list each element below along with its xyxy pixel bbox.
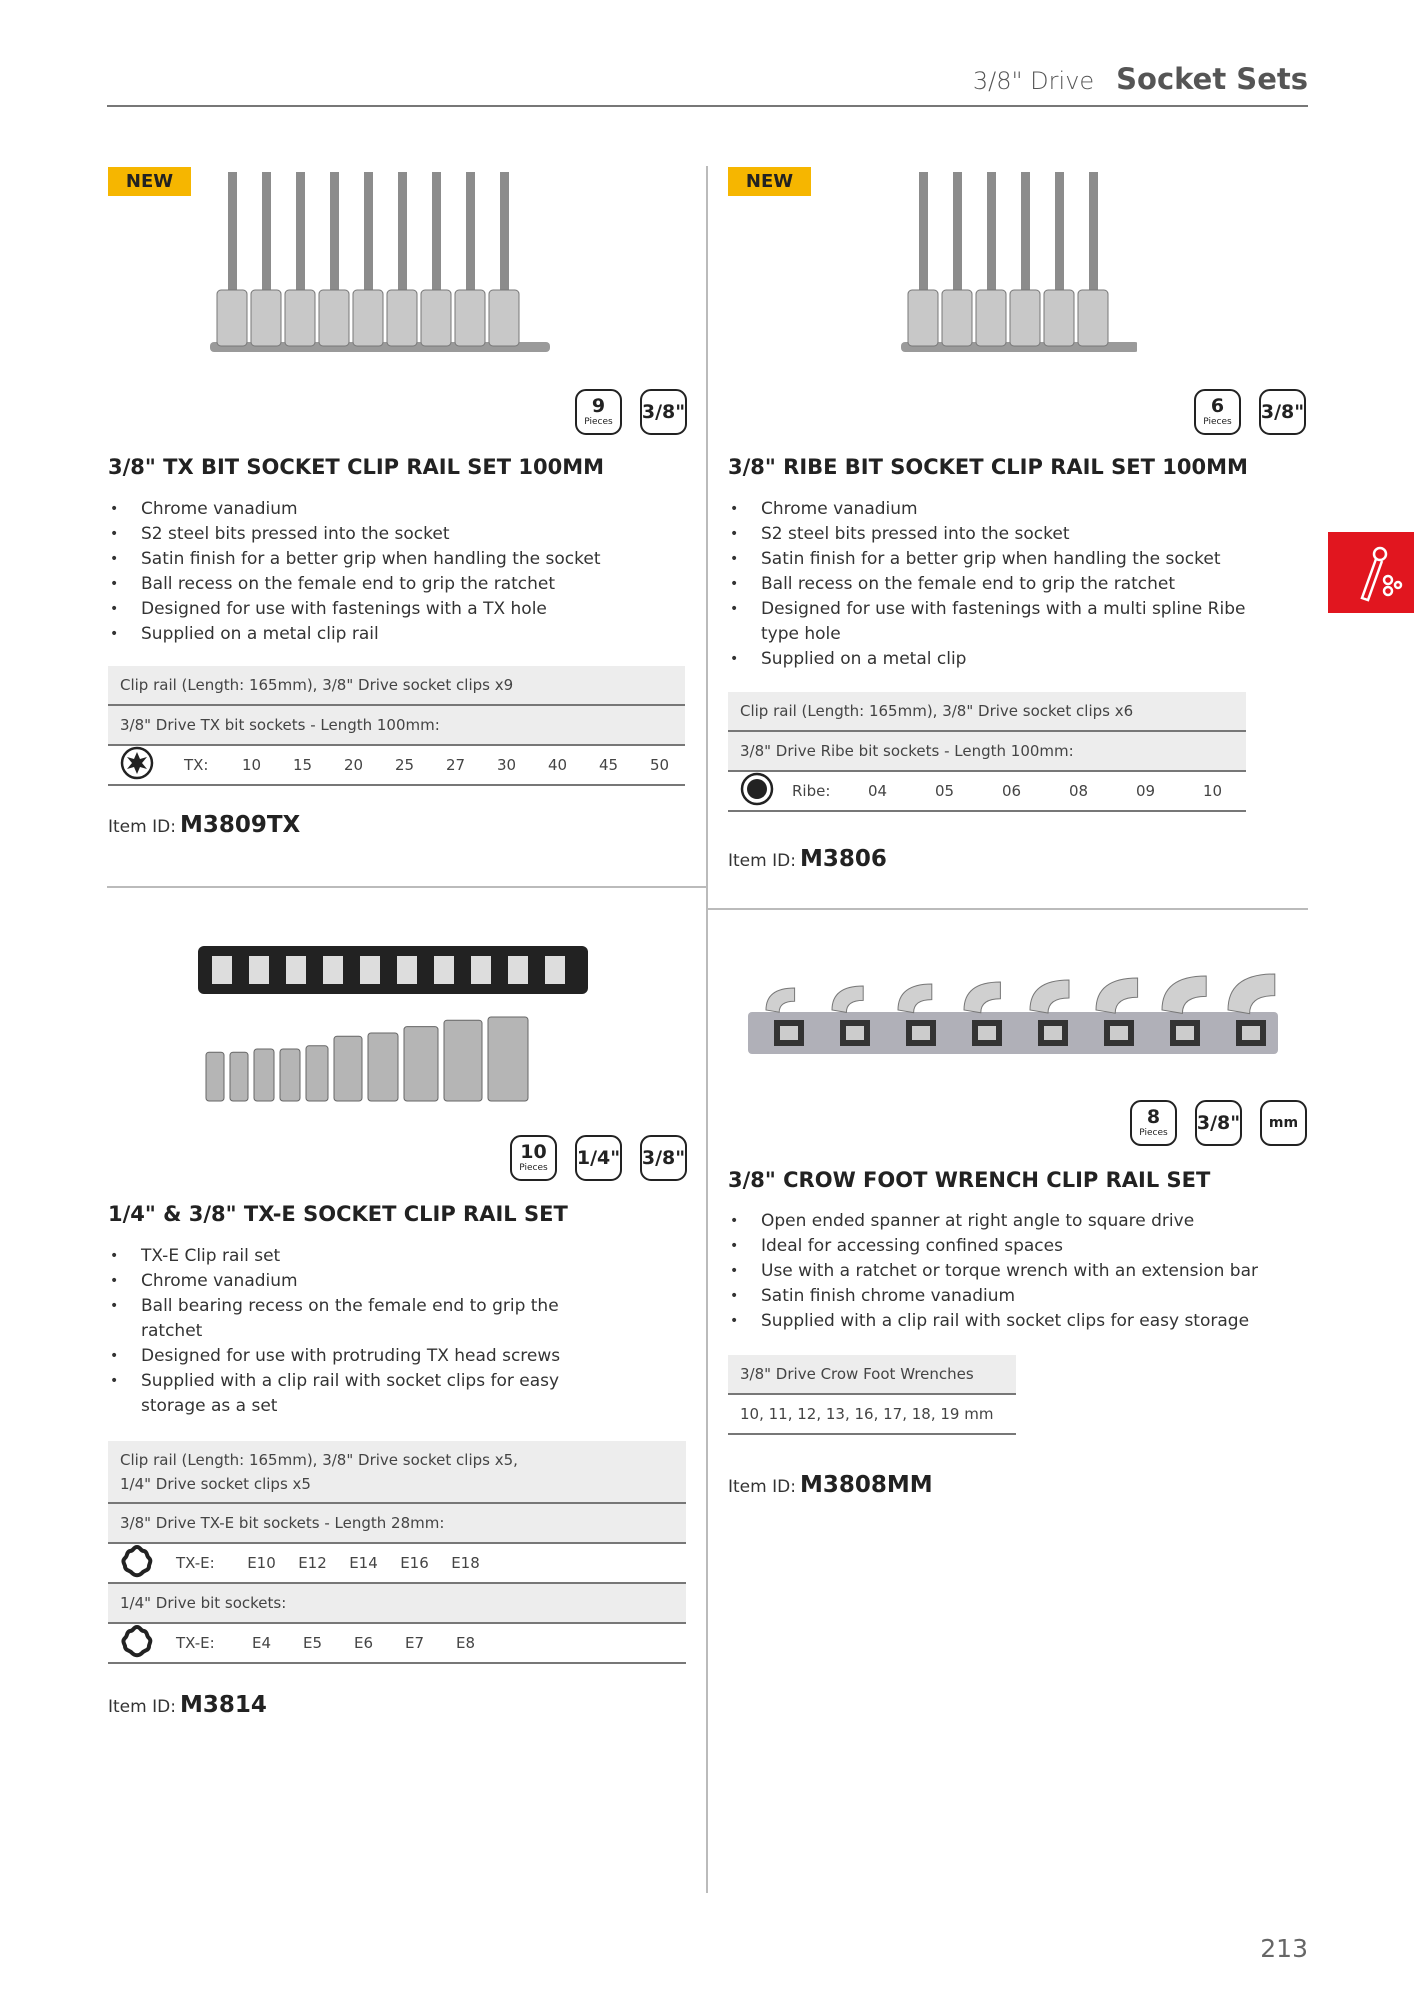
spec-row: 3/8" Drive TX bit sockets - Length 100mm: bbox=[108, 706, 685, 746]
size-value: E14 bbox=[349, 1554, 378, 1572]
size-row bbox=[108, 1544, 686, 1584]
socket-clip bbox=[286, 956, 306, 984]
socket-clip bbox=[323, 956, 343, 984]
size-values bbox=[236, 1634, 491, 1652]
item-id bbox=[108, 1692, 267, 1718]
socket bbox=[444, 1020, 482, 1101]
size-value: 09 bbox=[1135, 782, 1156, 800]
pieces-label: Pieces bbox=[519, 1163, 548, 1173]
pieces-badge bbox=[575, 389, 622, 435]
size-value: E16 bbox=[400, 1554, 429, 1572]
pieces-count: 10 bbox=[520, 1141, 547, 1163]
size-value: 08 bbox=[1068, 782, 1089, 800]
size-value: E18 bbox=[451, 1554, 480, 1572]
size-value: 25 bbox=[394, 756, 415, 774]
socket-body bbox=[319, 290, 349, 346]
size-value: E8 bbox=[455, 1634, 476, 1652]
pieces-count: 9 bbox=[591, 395, 606, 417]
size-values bbox=[226, 756, 685, 774]
spec-row: 1/4" Drive bit sockets: bbox=[108, 1584, 686, 1624]
bit-shaft bbox=[330, 172, 339, 290]
size-value: 40 bbox=[547, 756, 568, 774]
item-id-label: Item ID: bbox=[728, 851, 796, 871]
metric-badge: mm bbox=[1260, 1100, 1307, 1146]
socket-body bbox=[942, 290, 972, 346]
item-id-label: Item ID: bbox=[728, 1477, 796, 1497]
socket bbox=[206, 1052, 224, 1101]
feature-item: • Ball recess on the female end to grip the ratchet bbox=[728, 572, 1268, 597]
socket bbox=[368, 1033, 398, 1101]
socket bbox=[306, 1046, 328, 1101]
feature-list bbox=[728, 497, 1268, 672]
socket bbox=[280, 1049, 300, 1101]
drive-size-badge: 3/8" bbox=[1259, 389, 1306, 435]
new-badge: NEW bbox=[728, 167, 811, 196]
item-id-label: Item ID: bbox=[108, 817, 176, 837]
socket bbox=[230, 1052, 248, 1101]
socket-clip bbox=[212, 956, 232, 984]
spec-row: Clip rail (Length: 165mm), 3/8" Drive socket clips x5, 1/4" Drive socket clips x5 bbox=[108, 1441, 686, 1504]
spec-table bbox=[108, 1441, 686, 1664]
size-row bbox=[728, 772, 1246, 812]
pieces-label: Pieces bbox=[1139, 1128, 1168, 1138]
bit-shaft bbox=[432, 172, 441, 290]
crow-foot-wrench bbox=[1096, 978, 1138, 1013]
feature-item: • S2 steel bits pressed into the socket bbox=[728, 522, 1268, 547]
header-subtitle: 3/8" Drive bbox=[972, 67, 1095, 95]
crow-foot-wrench bbox=[1030, 980, 1069, 1013]
socket-clip bbox=[434, 956, 454, 984]
column-divider bbox=[706, 166, 708, 1893]
page-header bbox=[973, 62, 1308, 96]
torx-icon bbox=[120, 746, 184, 784]
bit-shaft bbox=[919, 172, 928, 290]
pieces-badge bbox=[1130, 1100, 1177, 1146]
item-id-label: Item ID: bbox=[108, 1697, 176, 1717]
size-value: E12 bbox=[298, 1554, 327, 1572]
feature-item: • S2 steel bits pressed into the socket bbox=[108, 522, 698, 547]
size-value: 10 bbox=[241, 756, 262, 774]
socket-body bbox=[285, 290, 315, 346]
spec-table bbox=[728, 692, 1246, 812]
size-label: TX: bbox=[183, 756, 209, 774]
socket-body bbox=[489, 290, 519, 346]
size-value: 05 bbox=[934, 782, 955, 800]
drive-size-badge: 3/8" bbox=[640, 389, 687, 435]
torx-external-icon bbox=[120, 1624, 176, 1662]
size-value: 27 bbox=[445, 756, 466, 774]
feature-item: • Designed for use with fastenings with a TX hole bbox=[108, 597, 698, 622]
size-row bbox=[108, 1624, 686, 1664]
size-value: E10 bbox=[247, 1554, 276, 1572]
crow-foot-wrench bbox=[766, 988, 795, 1012]
feature-item: • Ideal for accessing confined spaces bbox=[728, 1234, 1308, 1259]
feature-item: • Satin finish for a better grip when handling the socket bbox=[108, 547, 698, 572]
bit-shaft bbox=[296, 172, 305, 290]
spec-row: 10, 11, 12, 13, 16, 17, 18, 19 mm bbox=[728, 1395, 1016, 1435]
pieces-count: 8 bbox=[1146, 1106, 1161, 1128]
spec-row: Clip rail (Length: 165mm), 3/8" Drive socket clips x6 bbox=[728, 692, 1246, 732]
item-id-value: M3814 bbox=[179, 1692, 267, 1718]
socket bbox=[488, 1017, 528, 1101]
feature-item: • Designed for use with protruding TX head screws bbox=[108, 1344, 608, 1369]
feature-item: • Open ended spanner at right angle to square drive bbox=[728, 1209, 1308, 1234]
bit-shaft bbox=[398, 172, 407, 290]
size-value: 06 bbox=[1001, 782, 1022, 800]
bit-shaft bbox=[500, 172, 509, 290]
pieces-label: Pieces bbox=[584, 417, 613, 427]
feature-item: • Ball recess on the female end to grip the ratchet bbox=[108, 572, 698, 597]
feature-item: • Use with a ratchet or torque wrench with an extension bar bbox=[728, 1259, 1308, 1284]
page-number: 213 bbox=[1260, 1934, 1308, 1963]
socket-body bbox=[251, 290, 281, 346]
socket bbox=[254, 1049, 274, 1101]
size-values bbox=[236, 1554, 491, 1572]
ribe-bit-socket-set-image bbox=[875, 170, 1137, 362]
bit-shaft bbox=[364, 172, 373, 290]
bit-shaft bbox=[953, 172, 962, 290]
header-title: Socket Sets bbox=[1116, 62, 1308, 96]
item-id-value: M3808MM bbox=[799, 1472, 933, 1498]
spec-table bbox=[108, 666, 685, 786]
crow-foot-wrench bbox=[898, 984, 932, 1013]
item-id-value: M3806 bbox=[799, 846, 887, 872]
crow-foot-wrench-set-image bbox=[746, 950, 1282, 1066]
feature-item: • Satin finish for a better grip when handling the socket bbox=[728, 547, 1268, 572]
header-rule bbox=[107, 105, 1308, 107]
bit-shaft bbox=[466, 172, 475, 290]
socket-clip bbox=[471, 956, 491, 984]
feature-list bbox=[108, 497, 698, 647]
item-id bbox=[728, 846, 887, 872]
socket-clip bbox=[249, 956, 269, 984]
socket-clip bbox=[508, 956, 528, 984]
spec-row: 3/8" Drive TX-E bit sockets - Length 28mm: bbox=[108, 1504, 686, 1544]
socket-body bbox=[353, 290, 383, 346]
feature-item: • Supplied with a clip rail with socket clips for easy storage as a set bbox=[108, 1369, 608, 1419]
size-value: 45 bbox=[598, 756, 619, 774]
feature-item: • Satin finish chrome vanadium bbox=[728, 1284, 1308, 1309]
bit-shaft bbox=[262, 172, 271, 290]
spec-table bbox=[728, 1355, 1016, 1435]
feature-item: • Supplied with a clip rail with socket clips for easy storage bbox=[728, 1309, 1308, 1334]
crow-foot-wrench bbox=[1228, 974, 1275, 1014]
feature-item: • Designed for use with fastenings with a multi spline Ribe type hole bbox=[728, 597, 1268, 647]
socket-clip bbox=[397, 956, 417, 984]
socket-body bbox=[421, 290, 451, 346]
section-divider bbox=[706, 908, 1308, 910]
socket-body bbox=[217, 290, 247, 346]
bit-shaft bbox=[1021, 172, 1030, 290]
ratchet-icon bbox=[1328, 532, 1414, 613]
drive-size-badge: 1/4" bbox=[575, 1135, 622, 1181]
bit-shaft bbox=[228, 172, 237, 290]
size-label: TX-E: bbox=[176, 1634, 215, 1652]
section-divider bbox=[107, 886, 706, 888]
bit-shaft bbox=[987, 172, 996, 290]
socket bbox=[334, 1036, 362, 1101]
socket bbox=[404, 1027, 438, 1101]
feature-item: • Supplied on a metal clip bbox=[728, 647, 1268, 672]
crow-foot-wrench bbox=[832, 986, 863, 1012]
ratchet-category-tab[interactable] bbox=[1328, 532, 1414, 613]
crow-foot-wrench bbox=[964, 982, 1000, 1013]
product-title: 3/8" CROW FOOT WRENCH CLIP RAIL SET bbox=[728, 1168, 1211, 1192]
product-title: 1/4" & 3/8" TX-E SOCKET CLIP RAIL SET bbox=[108, 1202, 568, 1226]
socket-clip bbox=[545, 956, 565, 984]
socket-body bbox=[976, 290, 1006, 346]
size-row bbox=[108, 746, 685, 786]
socket-body bbox=[387, 290, 417, 346]
bit-shaft bbox=[1089, 172, 1098, 290]
size-value: 30 bbox=[496, 756, 517, 774]
socket-body bbox=[908, 290, 938, 346]
socket-body bbox=[1010, 290, 1040, 346]
size-values bbox=[844, 782, 1246, 800]
bit-shaft bbox=[1055, 172, 1064, 290]
item-id-value: M3809TX bbox=[179, 812, 301, 838]
item-id bbox=[728, 1472, 933, 1498]
size-value: 04 bbox=[867, 782, 888, 800]
torx-external-icon bbox=[120, 1544, 176, 1582]
socket-body bbox=[1078, 290, 1108, 346]
ribe-icon bbox=[740, 772, 792, 810]
feature-item: • Ball bearing recess on the female end to grip the ratchet bbox=[108, 1294, 608, 1344]
feature-list bbox=[728, 1209, 1308, 1334]
size-value: 15 bbox=[292, 756, 313, 774]
drive-size-badge: 3/8" bbox=[1195, 1100, 1242, 1146]
size-value: E5 bbox=[302, 1634, 323, 1652]
spec-row: 3/8" Drive Crow Foot Wrenches bbox=[728, 1355, 1016, 1395]
pieces-label: Pieces bbox=[1203, 417, 1232, 427]
product-title: 3/8" RIBE BIT SOCKET CLIP RAIL SET 100MM bbox=[728, 455, 1248, 479]
feature-list bbox=[108, 1244, 608, 1419]
spec-row: Clip rail (Length: 165mm), 3/8" Drive socket clips x9 bbox=[108, 666, 685, 706]
spec-row: 3/8" Drive Ribe bit sockets - Length 100mm: bbox=[728, 732, 1246, 772]
item-id bbox=[108, 812, 300, 838]
socket-clip bbox=[360, 956, 380, 984]
size-label: TX-E: bbox=[176, 1554, 215, 1572]
socket-body bbox=[1044, 290, 1074, 346]
size-value: 50 bbox=[649, 756, 670, 774]
feature-item: • Chrome vanadium bbox=[108, 497, 698, 522]
tx-bit-socket-set-image bbox=[208, 170, 568, 362]
feature-item: • Chrome vanadium bbox=[108, 1269, 608, 1294]
pieces-badge bbox=[510, 1135, 557, 1181]
size-value: E4 bbox=[251, 1634, 272, 1652]
size-label: Ribe: bbox=[792, 782, 831, 800]
feature-item: • Chrome vanadium bbox=[728, 497, 1268, 522]
feature-item: • Supplied on a metal clip rail bbox=[108, 622, 698, 647]
size-value: 10 bbox=[1202, 782, 1223, 800]
product-title: 3/8" TX BIT SOCKET CLIP RAIL SET 100MM bbox=[108, 455, 605, 479]
size-value: E7 bbox=[404, 1634, 425, 1652]
pieces-badge bbox=[1194, 389, 1241, 435]
crow-foot-wrench bbox=[1162, 976, 1206, 1013]
socket-body bbox=[455, 290, 485, 346]
tx-e-socket-set-image bbox=[198, 941, 594, 1105]
feature-item: • TX-E Clip rail set bbox=[108, 1244, 608, 1269]
size-value: E6 bbox=[353, 1634, 374, 1652]
pieces-count: 6 bbox=[1210, 395, 1225, 417]
new-badge: NEW bbox=[108, 167, 191, 196]
drive-size-badge: 3/8" bbox=[640, 1135, 687, 1181]
size-value: 20 bbox=[343, 756, 364, 774]
